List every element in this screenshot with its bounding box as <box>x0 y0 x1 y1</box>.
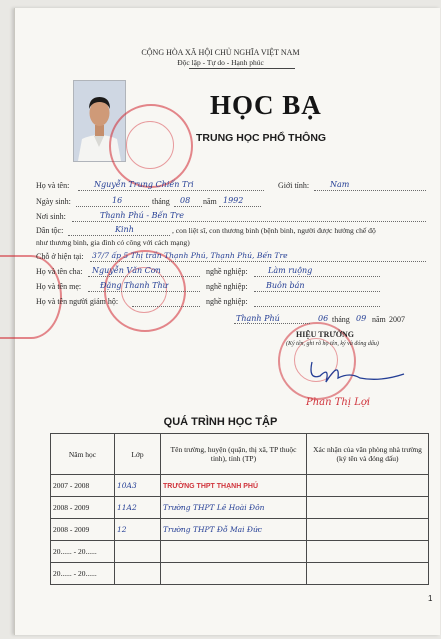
row-confirm <box>307 497 429 519</box>
school-stamp-text: TRƯỜNG THPT THẠNH PHÚ <box>163 483 258 490</box>
father-value: Nguyễn Văn Cơn <box>92 266 161 275</box>
dob-month-label: tháng <box>152 197 170 206</box>
father-job-value: Làm ruộng <box>268 266 313 275</box>
policy-label-2: như thương binh, gia đình có công với cách mạng) <box>36 238 190 247</box>
history-table <box>50 433 429 585</box>
red-stamp-photo-inner <box>126 121 174 169</box>
row-confirm <box>307 563 429 585</box>
sign-month-label: tháng <box>332 315 350 324</box>
sign-month: 09 <box>356 314 367 323</box>
row-school <box>161 563 307 585</box>
sign-year: 2007 <box>389 315 405 324</box>
principal-signature <box>300 352 410 392</box>
dob-day: 16 <box>112 196 123 205</box>
dob-year: 1992 <box>223 196 244 205</box>
dob-year-dots <box>219 206 261 207</box>
col-confirm-header: Xác nhận của văn phòng nhà trường (ký tên và đóng dấu) <box>307 434 429 475</box>
row-school <box>161 475 307 497</box>
row-class: 12 <box>115 519 161 541</box>
sign-year-label: năm <box>372 315 386 324</box>
motto-underline <box>189 68 295 69</box>
gender-value: Nam <box>330 180 350 189</box>
document-subtitle: TRUNG HỌC PHỔ THÔNG <box>196 132 327 144</box>
row-confirm <box>307 475 429 497</box>
policy-label: , con liệt sĩ, con thương binh (bệnh binh, người được hưởng chế độ <box>172 226 376 235</box>
row-confirm <box>307 541 429 563</box>
dob-year-label: năm <box>203 197 217 206</box>
guardian-job-dots <box>254 306 380 307</box>
principal-name: Phan Thị Lợi <box>306 397 371 408</box>
address-dots <box>90 261 426 262</box>
father-dots <box>88 276 200 277</box>
document-title: HỌC BẠ <box>210 90 322 120</box>
guardian-job-label: nghề nghiệp: <box>206 297 248 306</box>
name-value: Nguyễn Trung Chiến Tri <box>94 180 194 189</box>
guardian-label: Họ và tên người giám hộ: <box>36 297 119 306</box>
row-class <box>115 541 161 563</box>
gender-dots <box>314 190 426 191</box>
address-value: 37/7 ấp 5 Thị trấn Thạnh Phú, Thạnh Phú, Bến Tre <box>92 251 288 260</box>
row-confirm <box>307 519 429 541</box>
address-label: Chỗ ở hiện tại: <box>36 252 84 261</box>
mother-value: Đặng Thanh Thư <box>100 281 168 290</box>
pob-dots <box>72 221 426 222</box>
nation-header: CỘNG HÒA XÃ HỘI CHỦ NGHĨA VIỆT NAM <box>141 48 300 57</box>
row-year: 20...... - 20...... <box>51 563 115 585</box>
row-class: 11A2 <box>115 497 161 519</box>
sign-place-dots <box>234 323 310 324</box>
mother-dots <box>88 291 200 292</box>
pob-label: Nơi sinh: <box>36 212 66 221</box>
col-class-header: Lớp <box>115 434 161 475</box>
history-section-title: QUÁ TRÌNH HỌC TẬP <box>163 416 278 428</box>
table-row <box>51 519 429 541</box>
name-label: Họ và tên: <box>36 181 70 190</box>
mother-label: Họ và tên mẹ: <box>36 282 82 291</box>
mother-job-label: nghề nghiệp: <box>206 282 248 291</box>
row-class <box>115 563 161 585</box>
page-number: 1 <box>428 594 433 603</box>
dob-day-dots <box>76 206 149 207</box>
ethnicity-label: Dân tộc: <box>36 226 64 235</box>
table-row <box>51 475 429 497</box>
dob-month: 08 <box>180 196 191 205</box>
guardian-dots <box>132 306 200 307</box>
name-dots <box>78 190 264 191</box>
row-year: 2008 - 2009 <box>51 519 115 541</box>
gender-label: Giới tính: <box>278 181 310 190</box>
table-row <box>51 541 429 563</box>
col-school-header: Tên trường, huyện (quận, thị xã, TP thuộc tỉnh), tỉnh (TP) <box>161 434 307 475</box>
ethnicity-dots <box>68 235 170 236</box>
row-school <box>161 541 307 563</box>
dob-month-dots <box>174 206 202 207</box>
sign-day: 06 <box>318 314 329 323</box>
father-label: Họ và tên cha: <box>36 267 83 276</box>
row-year: 20...... - 20...... <box>51 541 115 563</box>
row-year: 2008 - 2009 <box>51 497 115 519</box>
father-job-label: nghề nghiệp: <box>206 267 248 276</box>
table-row <box>51 497 429 519</box>
mother-job-value: Buôn bán <box>266 281 305 290</box>
row-school: Trường THPT Lê Hoài Đôn <box>161 497 307 519</box>
table-row <box>51 563 429 585</box>
ethnicity-value: Kinh <box>115 225 134 234</box>
father-job-dots <box>254 276 380 277</box>
dob-label: Ngày sinh: <box>36 197 71 206</box>
col-year-header: Năm học <box>51 434 115 475</box>
row-school: Trường THPT Đỗ Mai Đức <box>161 519 307 541</box>
row-class: 10A3 <box>115 475 161 497</box>
sign-place: Thạnh Phú <box>236 314 280 323</box>
history-header-row <box>51 434 429 475</box>
mother-job-dots <box>254 291 380 292</box>
motto: Độc lập - Tự do - Hạnh phúc <box>177 58 264 67</box>
row-year: 2007 - 2008 <box>51 475 115 497</box>
principal-role-note: (Ký tên, ghi rõ họ tên, ký và đóng dấu) <box>286 341 379 347</box>
principal-role: HIỆU TRƯỞNG <box>296 330 355 339</box>
pob-value: Thạnh Phú - Bến Tre <box>100 211 184 220</box>
